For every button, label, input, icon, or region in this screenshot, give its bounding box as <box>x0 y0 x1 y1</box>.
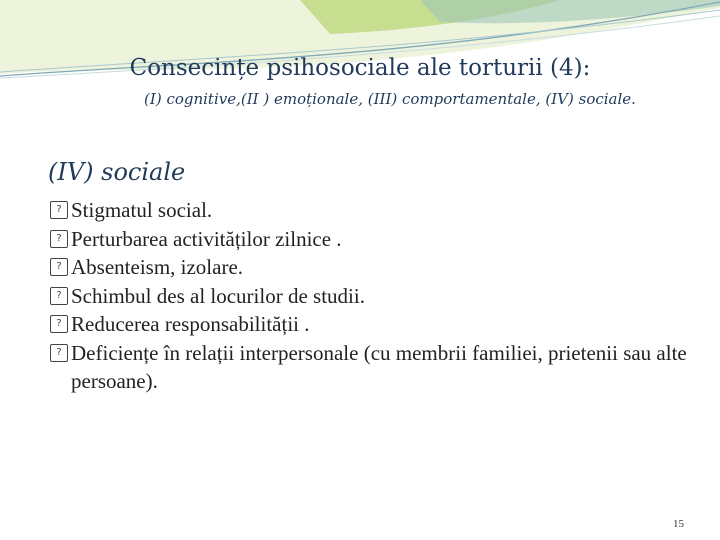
slide-subtitle: (I) cognitive,(II ) emoționale, (III) comportamentale, (IV) sociale. <box>144 90 636 108</box>
missing-glyph-bullet-icon: ? <box>50 287 68 305</box>
missing-glyph-bullet-icon: ? <box>50 230 68 248</box>
bullet-text: Stigmatul social. <box>71 198 213 222</box>
bullet-text: Deficiențe în relații interpersonale (cu membrii familiei, prietenii sau alte persoane). <box>71 340 687 393</box>
slide-title: Consecințe psihosociale ale torturii (4): <box>129 55 591 81</box>
list-item <box>50 339 690 396</box>
list-item <box>50 282 690 311</box>
page-number: 15 <box>673 518 684 530</box>
bullet-text: Perturbarea activităților zilnice . <box>71 226 342 251</box>
bullet-text: Schimbul des al locurilor de studii. <box>71 283 365 308</box>
missing-glyph-bullet-icon: ? <box>50 258 68 276</box>
list-item <box>50 253 690 282</box>
list-item <box>50 196 690 225</box>
bullet-text: Reducerea responsabilității . <box>71 312 310 336</box>
section-heading: (IV) sociale <box>48 158 186 186</box>
list-item <box>50 225 690 254</box>
list-item <box>50 310 690 339</box>
missing-glyph-bullet-icon: ? <box>50 201 68 219</box>
bullet-list <box>50 196 690 396</box>
missing-glyph-bullet-icon: ? <box>50 344 68 362</box>
missing-glyph-bullet-icon: ? <box>50 315 68 333</box>
bullet-text: Absenteism, izolare. <box>71 255 244 279</box>
